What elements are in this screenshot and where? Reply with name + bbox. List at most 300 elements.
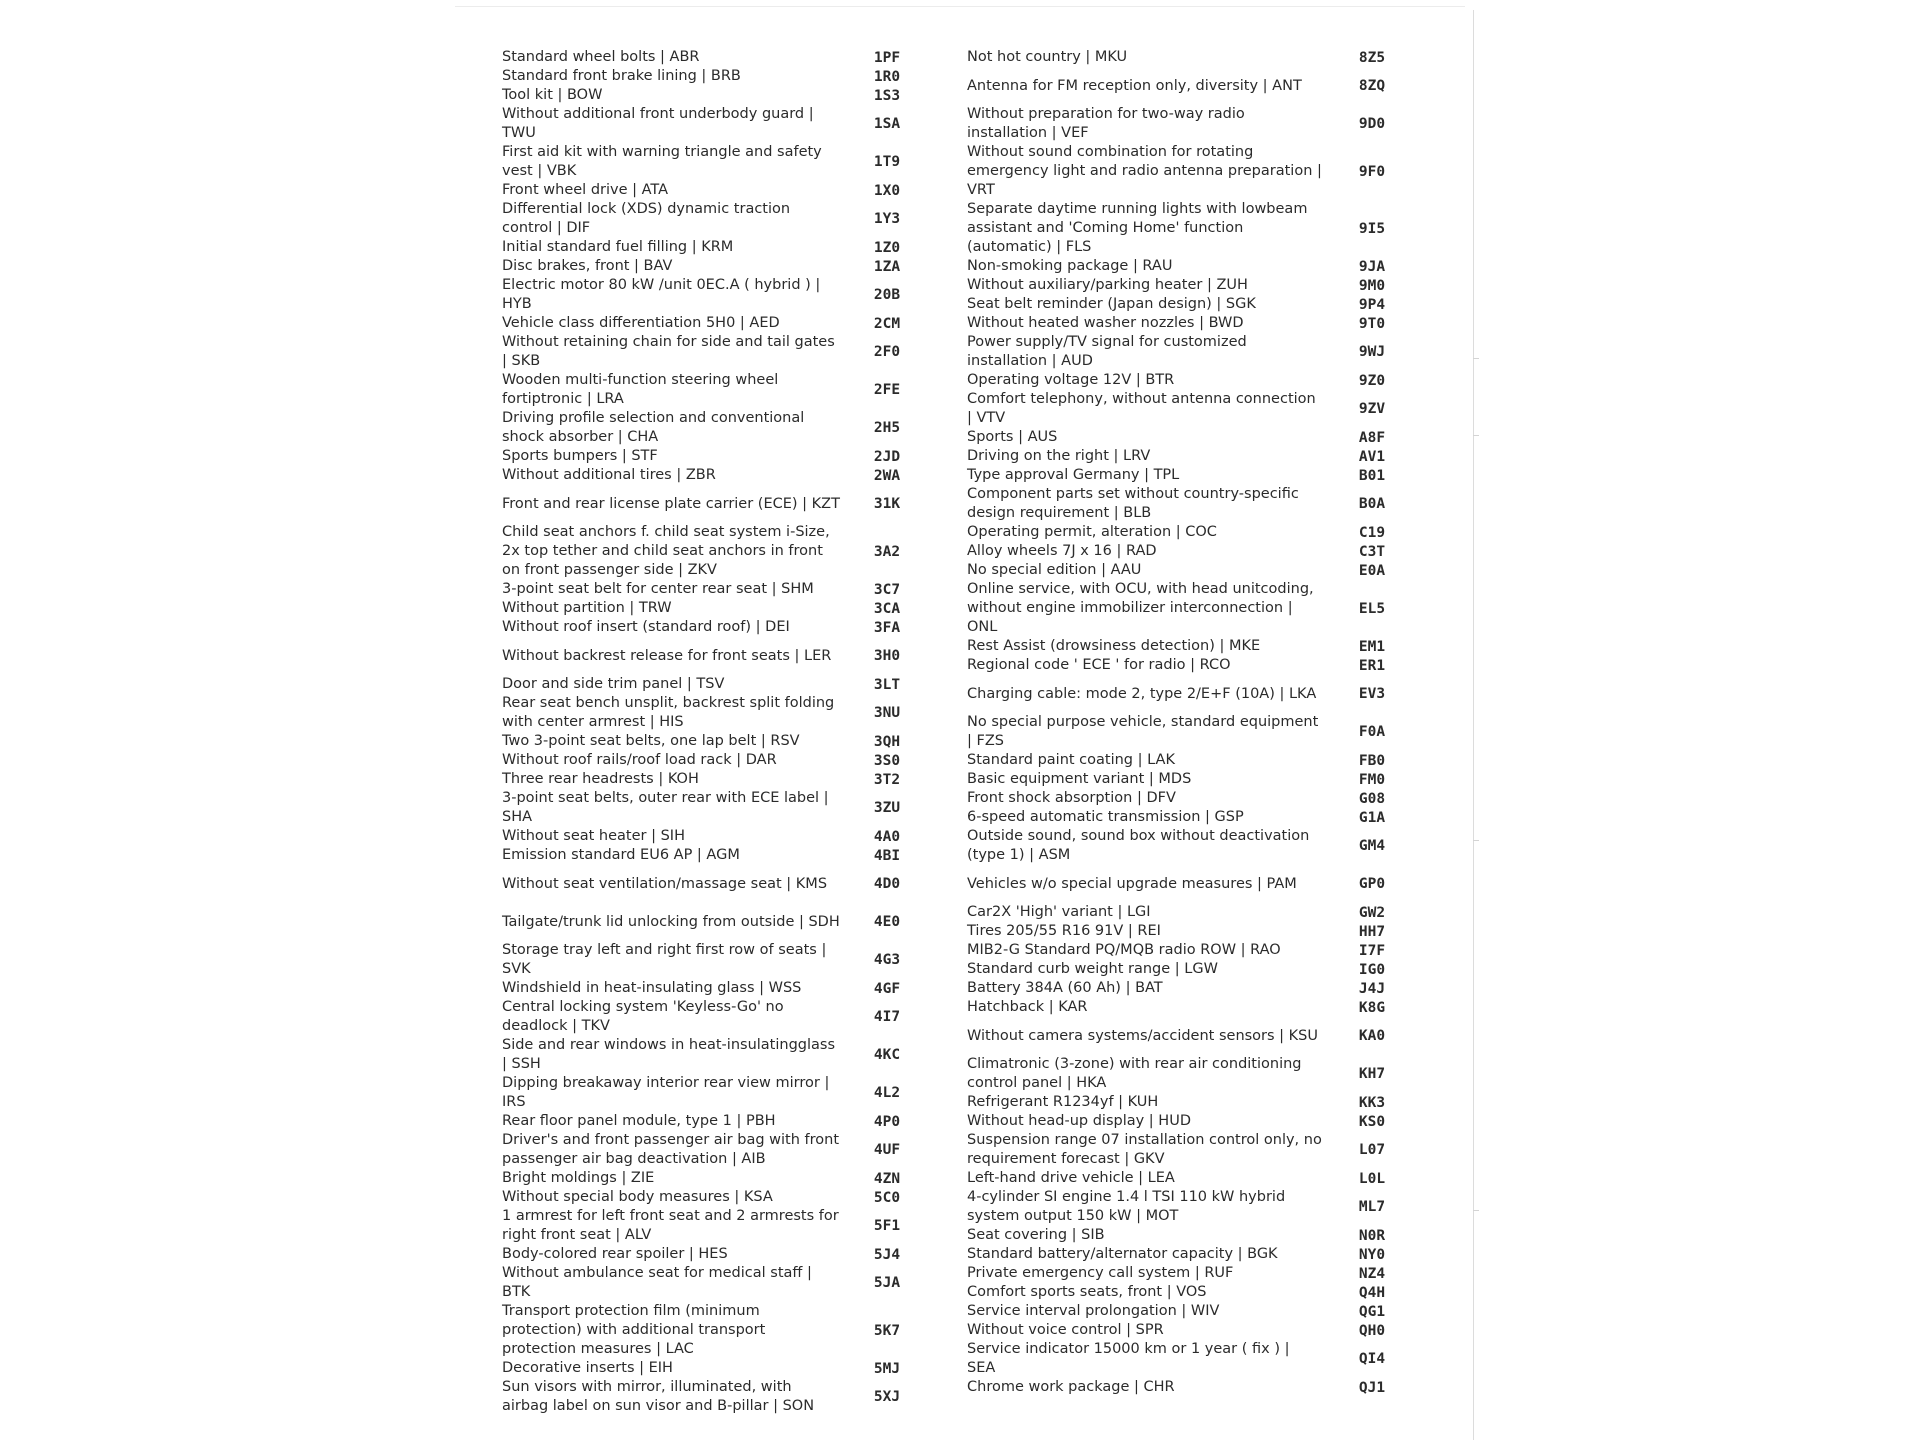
equipment-row <box>502 865 932 903</box>
equipment-code: EM1 <box>1358 638 1386 655</box>
equipment-code: GM4 <box>1358 838 1386 854</box>
equipment-code: QG1 <box>1358 1303 1386 1320</box>
equipment-row <box>502 257 932 276</box>
edge-tick <box>1473 358 1479 359</box>
equipment-description: Without special body measures | KSA <box>502 1189 773 1205</box>
equipment-row <box>932 580 1422 637</box>
equipment-row <box>502 599 932 618</box>
equipment-code: 4P0 <box>873 1113 901 1130</box>
equipment-description: Alloy wheels 7J x 16 | RAD <box>967 543 1157 559</box>
equipment-code: 20B <box>873 287 901 303</box>
equipment-code: 5F1 <box>873 1218 901 1234</box>
equipment-description: Charging cable: mode 2, type 2/E+F (10A) | LKA <box>967 685 1317 702</box>
equipment-row <box>932 1321 1422 1340</box>
equipment-row <box>502 1036 932 1074</box>
equipment-row <box>932 561 1422 580</box>
equipment-description: Online service, with OCU, with head unitcoding, without engine immobilizer interconnection | ONL <box>967 581 1314 635</box>
equipment-row <box>932 1302 1422 1321</box>
equipment-description: Wooden multi-function steering wheel fortiptronic | LRA <box>502 372 779 407</box>
equipment-code: KH7 <box>1358 1066 1386 1082</box>
equipment-description: Sun visors with mirror, illuminated, with airbag label on sun visor and B-pillar | SON <box>502 1379 815 1414</box>
equipment-description: Service interval prolongation | WIV <box>967 1303 1220 1319</box>
equipment-description: Without retaining chain for side and tail gates | SKB <box>502 334 835 369</box>
equipment-row <box>932 523 1422 542</box>
equipment-row <box>932 1245 1422 1264</box>
equipment-code: GW2 <box>1358 904 1386 921</box>
equipment-code: 9T0 <box>1358 315 1386 332</box>
equipment-code: 1ZA <box>873 258 901 275</box>
equipment-row <box>932 751 1422 770</box>
equipment-description: Outside sound, sound box without deactivation (type 1) | ASM <box>967 828 1310 863</box>
equipment-description: Driving on the right | LRV <box>967 448 1151 464</box>
equipment-row <box>502 86 932 105</box>
equipment-code: 2F0 <box>873 344 901 360</box>
equipment-code: 3T2 <box>873 771 901 788</box>
equipment-code: 8ZQ <box>1358 78 1386 94</box>
equipment-description: Tailgate/trunk lid unlocking from outside | SDH <box>502 913 840 930</box>
equipment-row <box>932 770 1422 789</box>
equipment-description: Storage tray left and right first row of seats | SVK <box>502 942 827 977</box>
equipment-code: 9M0 <box>1358 277 1386 294</box>
equipment-code: 3A2 <box>873 543 901 560</box>
equipment-row <box>932 960 1422 979</box>
equipment-row <box>932 998 1422 1017</box>
equipment-row <box>502 67 932 86</box>
equipment-code: NY0 <box>1358 1246 1386 1263</box>
equipment-code: 3FA <box>873 619 901 636</box>
equipment-description: Service indicator 15000 km or 1 year ( fix ) | SEA <box>967 1341 1290 1376</box>
equipment-code: FM0 <box>1358 771 1386 788</box>
equipment-description: First aid kit with warning triangle and safety vest | VBK <box>502 144 822 179</box>
equipment-row <box>932 428 1422 447</box>
equipment-row <box>502 485 932 523</box>
equipment-row <box>502 48 932 67</box>
equipment-row <box>932 979 1422 998</box>
equipment-code: 5K7 <box>873 1322 901 1339</box>
equipment-code: QI4 <box>1358 1351 1386 1367</box>
equipment-code: 4A0 <box>873 828 901 845</box>
equipment-description: Child seat anchors f. child seat system i-Size, 2x top tether and child seat anchors in front on front passenger side | ZKV <box>502 524 830 578</box>
equipment-code: 3QH <box>873 733 901 750</box>
equipment-description: 4-cylinder SI engine 1.4 l TSI 110 kW hybrid system output 150 kW | MOT <box>967 1189 1286 1224</box>
equipment-description: Body-colored rear spoiler | HES <box>502 1246 728 1262</box>
equipment-code: 9JA <box>1358 258 1386 275</box>
equipment-row <box>502 770 932 789</box>
equipment-code: 1PF <box>873 49 901 66</box>
equipment-description: Without roof rails/roof load rack | DAR <box>502 752 777 768</box>
equipment-description: Without head-up display | HUD <box>967 1113 1191 1129</box>
equipment-row <box>502 276 932 314</box>
equipment-code: 2JD <box>873 448 901 465</box>
equipment-row <box>932 865 1422 903</box>
equipment-description: Sports bumpers | STF <box>502 448 658 464</box>
equipment-description: Standard front brake lining | BRB <box>502 68 741 84</box>
equipment-code: 4GF <box>873 980 901 997</box>
equipment-description: Standard wheel bolts | ABR <box>502 49 700 65</box>
equipment-description: Central locking system 'Keyless-Go' no deadlock | TKV <box>502 999 784 1034</box>
equipment-code: 3C7 <box>873 581 901 598</box>
equipment-row <box>932 1017 1422 1055</box>
equipment-row <box>502 1131 932 1169</box>
equipment-code: 9Z0 <box>1358 372 1386 389</box>
equipment-row <box>502 789 932 827</box>
equipment-row <box>932 466 1422 485</box>
equipment-description: Without ambulance seat for medical staff | BTK <box>502 1265 812 1300</box>
equipment-description: Standard curb weight range | LGW <box>967 961 1218 977</box>
equipment-description: No special edition | AAU <box>967 562 1142 578</box>
equipment-row <box>932 485 1422 523</box>
equipment-row <box>502 238 932 257</box>
equipment-row <box>932 257 1422 276</box>
equipment-description: Type approval Germany | TPL <box>967 467 1180 483</box>
equipment-description: Comfort sports seats, front | VOS <box>967 1284 1207 1300</box>
equipment-code: 4UF <box>873 1142 901 1158</box>
equipment-description: Component parts set without country-specific design requirement | BLB <box>967 486 1299 521</box>
equipment-description: Without auxiliary/parking heater | ZUH <box>967 277 1248 293</box>
equipment-description: Refrigerant R1234yf | KUH <box>967 1094 1159 1110</box>
equipment-code: K8G <box>1358 999 1386 1016</box>
equipment-description: Chrome work package | CHR <box>967 1379 1175 1395</box>
equipment-description: Antenna for FM reception only, diversity | ANT <box>967 77 1302 94</box>
equipment-row <box>932 48 1422 67</box>
equipment-description: Standard paint coating | LAK <box>967 752 1175 768</box>
equipment-row <box>502 466 932 485</box>
equipment-row <box>932 542 1422 561</box>
equipment-row <box>932 295 1422 314</box>
equipment-code: QH0 <box>1358 1322 1386 1339</box>
equipment-description: Without roof insert (standard roof) | DEI <box>502 619 790 635</box>
equipment-code: 4L2 <box>873 1085 901 1101</box>
equipment-code: 4ZN <box>873 1170 901 1187</box>
equipment-row <box>502 903 932 941</box>
edge-tick <box>1473 840 1479 841</box>
equipment-code: EV3 <box>1358 686 1386 702</box>
equipment-description: Initial standard fuel filling | KRM <box>502 239 734 255</box>
equipment-description: Without voice control | SPR <box>967 1322 1164 1338</box>
equipment-code: B0A <box>1358 496 1386 512</box>
equipment-code: 1X0 <box>873 182 901 199</box>
equipment-code: 3ZU <box>873 800 901 816</box>
equipment-row <box>932 314 1422 333</box>
equipment-description: Without backrest release for front seats | LER <box>502 647 832 664</box>
equipment-row <box>502 1302 932 1359</box>
equipment-row <box>502 618 932 637</box>
equipment-description: Without partition | TRW <box>502 600 672 616</box>
equipment-description: Without seat heater | SIH <box>502 828 685 844</box>
equipment-row <box>502 1359 932 1378</box>
equipment-description: Operating permit, alteration | COC <box>967 524 1217 540</box>
equipment-row <box>502 1207 932 1245</box>
equipment-description: Suspension range 07 installation control only, no requirement forecast | GKV <box>967 1132 1322 1167</box>
equipment-row <box>502 580 932 599</box>
equipment-row <box>932 941 1422 960</box>
equipment-code: 1S3 <box>873 87 901 104</box>
equipment-description: Windshield in heat-insulating glass | WSS <box>502 980 802 996</box>
equipment-row <box>502 1074 932 1112</box>
equipment-description: Left-hand drive vehicle | LEA <box>967 1170 1175 1186</box>
equipment-row <box>932 1131 1422 1169</box>
equipment-description: 3-point seat belts, outer rear with ECE label | SHA <box>502 790 829 825</box>
equipment-code: L07 <box>1358 1142 1386 1158</box>
equipment-row <box>932 1055 1422 1093</box>
equipment-description: Door and side trim panel | TSV <box>502 676 725 692</box>
equipment-description: Rear seat bench unsplit, backrest split folding with center armrest | HIS <box>502 695 835 730</box>
equipment-code: 4D0 <box>873 876 901 892</box>
equipment-description: Private emergency call system | RUF <box>967 1265 1234 1281</box>
equipment-row <box>502 333 932 371</box>
equipment-row <box>932 1340 1422 1378</box>
equipment-row <box>502 979 932 998</box>
equipment-description: Three rear headrests | KOH <box>502 771 699 787</box>
equipment-row <box>502 1378 932 1416</box>
equipment-row <box>932 656 1422 675</box>
equipment-row <box>502 314 932 333</box>
equipment-description: Rear floor panel module, type 1 | PBH <box>502 1113 776 1129</box>
equipment-code: J4J <box>1358 980 1386 997</box>
equipment-description: Without additional tires | ZBR <box>502 467 716 483</box>
equipment-code: 9ZV <box>1358 401 1386 417</box>
equipment-code: 9F0 <box>1358 163 1386 180</box>
equipment-description: Dipping breakaway interior rear view mirror | IRS <box>502 1075 830 1110</box>
equipment-row <box>502 827 932 846</box>
equipment-code: 1R0 <box>873 68 901 85</box>
equipment-code: KA0 <box>1358 1028 1386 1044</box>
equipment-description: Non-smoking package | RAU <box>967 258 1173 274</box>
equipment-row <box>932 276 1422 295</box>
equipment-code: 9WJ <box>1358 344 1386 360</box>
equipment-description: Decorative inserts | EIH <box>502 1360 673 1376</box>
equipment-description: Differential lock (XDS) dynamic traction control | DIF <box>502 201 791 236</box>
equipment-description: Climatronic (3-zone) with rear air conditioning control panel | HKA <box>967 1056 1302 1091</box>
equipment-row <box>502 637 932 675</box>
equipment-code: 31K <box>873 496 901 512</box>
equipment-column-right <box>932 48 1422 1416</box>
equipment-description: Basic equipment variant | MDS <box>967 771 1192 787</box>
equipment-description: Driver's and front passenger air bag with front passenger air bag deactivation | AIB <box>502 1132 840 1167</box>
equipment-code: B01 <box>1358 467 1386 484</box>
equipment-code: A8F <box>1358 429 1386 446</box>
equipment-description: Front shock absorption | DFV <box>967 790 1176 806</box>
equipment-row <box>932 390 1422 428</box>
equipment-code: 4I7 <box>873 1009 901 1025</box>
equipment-row <box>932 200 1422 257</box>
equipment-row <box>932 67 1422 105</box>
equipment-row <box>932 371 1422 390</box>
equipment-description: Transport protection film (minimum protection) with additional transport protection measures | LAC <box>502 1303 766 1357</box>
equipment-description: Power supply/TV signal for customized installation | AUD <box>967 334 1247 369</box>
equipment-description: Side and rear windows in heat-insulatingglass | SSH <box>502 1037 836 1072</box>
equipment-code: C3T <box>1358 543 1386 560</box>
equipment-description: Without preparation for two-way radio installation | VEF <box>967 106 1245 141</box>
equipment-description: Standard battery/alternator capacity | BGK <box>967 1246 1278 1262</box>
equipment-description: Not hot country | MKU <box>967 49 1128 65</box>
equipment-code: 3NU <box>873 705 901 721</box>
equipment-row <box>932 1112 1422 1131</box>
equipment-row <box>932 808 1422 827</box>
equipment-row <box>932 105 1422 143</box>
equipment-row <box>502 694 932 732</box>
equipment-code: HH7 <box>1358 923 1386 940</box>
equipment-row <box>932 1188 1422 1226</box>
equipment-description: MIB2-G Standard PQ/MQB radio ROW | RAO <box>967 942 1281 958</box>
equipment-description: Seat covering | SIB <box>967 1227 1105 1243</box>
equipment-code: AV1 <box>1358 448 1386 465</box>
equipment-description: Regional code ' ECE ' for radio | RCO <box>967 657 1231 673</box>
equipment-row <box>932 1226 1422 1245</box>
equipment-description: 6-speed automatic transmission | GSP <box>967 809 1244 825</box>
equipment-row <box>502 1112 932 1131</box>
equipment-row <box>932 333 1422 371</box>
equipment-code: 3S0 <box>873 752 901 769</box>
equipment-code: 5MJ <box>873 1360 901 1377</box>
equipment-code: 1SA <box>873 116 901 132</box>
equipment-code: 9P4 <box>1358 296 1386 313</box>
edge-tick <box>1473 435 1479 436</box>
equipment-code: 2WA <box>873 467 901 484</box>
equipment-row <box>932 447 1422 466</box>
equipment-code: EL5 <box>1358 600 1386 617</box>
equipment-description: Operating voltage 12V | BTR <box>967 372 1175 388</box>
equipment-row <box>502 409 932 447</box>
equipment-code: 1T9 <box>873 154 901 170</box>
equipment-code: I7F <box>1358 942 1386 959</box>
equipment-code: L0L <box>1358 1170 1386 1187</box>
page-edge-rule <box>1473 10 1474 1440</box>
equipment-code: 2CM <box>873 315 901 332</box>
equipment-code: 4KC <box>873 1047 901 1063</box>
equipment-code: 9I5 <box>1358 220 1386 237</box>
equipment-row <box>932 1283 1422 1302</box>
equipment-description: Disc brakes, front | BAV <box>502 258 673 274</box>
equipment-row <box>932 827 1422 865</box>
equipment-row <box>502 732 932 751</box>
equipment-row <box>932 675 1422 713</box>
edge-tick <box>1473 1210 1479 1211</box>
equipment-code: IG0 <box>1358 961 1386 978</box>
equipment-description: Rest Assist (drowsiness detection) | MKE <box>967 638 1261 654</box>
equipment-code: 2FE <box>873 382 901 398</box>
equipment-row <box>502 143 932 181</box>
equipment-code: 5JA <box>873 1275 901 1291</box>
equipment-description: Sports | AUS <box>967 429 1058 445</box>
equipment-row <box>502 846 932 865</box>
equipment-row <box>932 1093 1422 1112</box>
equipment-description: Bright moldings | ZIE <box>502 1170 655 1186</box>
equipment-code: G08 <box>1358 790 1386 807</box>
equipment-description: Without seat ventilation/massage seat | KMS <box>502 875 828 892</box>
equipment-row <box>932 143 1422 200</box>
equipment-row <box>502 105 932 143</box>
equipment-code: 1Z0 <box>873 239 901 256</box>
equipment-code: GP0 <box>1358 876 1386 892</box>
equipment-code: 5XJ <box>873 1389 901 1405</box>
equipment-code: 3LT <box>873 676 901 693</box>
equipment-description: No special purpose vehicle, standard equipment | FZS <box>967 714 1319 749</box>
equipment-description: 1 armrest for left front seat and 2 armrests for right front seat | ALV <box>502 1208 839 1243</box>
equipment-row <box>932 1378 1422 1397</box>
equipment-description: Comfort telephony, without antenna connection | VTV <box>967 391 1316 426</box>
equipment-description: Without additional front underbody guard | TWU <box>502 106 814 141</box>
equipment-description: Driving profile selection and conventional shock absorber | CHA <box>502 410 805 445</box>
equipment-code: KS0 <box>1358 1113 1386 1130</box>
equipment-code: 3CA <box>873 600 901 617</box>
equipment-row <box>932 637 1422 656</box>
equipment-code: QJ1 <box>1358 1379 1386 1396</box>
equipment-description: Car2X 'High' variant | LGI <box>967 904 1151 920</box>
equipment-code: 5C0 <box>873 1189 901 1206</box>
equipment-row <box>502 1264 932 1302</box>
equipment-description: Two 3-point seat belts, one lap belt | RSV <box>502 733 800 749</box>
equipment-code: E0A <box>1358 562 1386 579</box>
equipment-row <box>502 998 932 1036</box>
equipment-description: Seat belt reminder (Japan design) | SGK <box>967 296 1256 312</box>
equipment-code-list <box>502 48 1422 1416</box>
page-top-rule <box>455 6 1465 7</box>
equipment-row <box>502 181 932 200</box>
equipment-code: F0A <box>1358 724 1386 740</box>
equipment-description: Hatchback | KAR <box>967 999 1088 1015</box>
equipment-code: 4G3 <box>873 952 901 968</box>
equipment-code: 4BI <box>873 847 901 864</box>
equipment-code: ER1 <box>1358 657 1386 674</box>
equipment-code: 3H0 <box>873 648 901 664</box>
equipment-row <box>502 751 932 770</box>
equipment-code: ML7 <box>1358 1199 1386 1215</box>
equipment-row <box>502 447 932 466</box>
equipment-row <box>932 1169 1422 1188</box>
equipment-description: Front and rear license plate carrier (ECE) | KZT <box>502 495 840 512</box>
equipment-description: Vehicles w/o special upgrade measures | PAM <box>967 875 1297 892</box>
equipment-row <box>502 675 932 694</box>
equipment-row <box>932 922 1422 941</box>
equipment-code: N0R <box>1358 1227 1386 1244</box>
equipment-code: 5J4 <box>873 1246 901 1263</box>
equipment-code: 4E0 <box>873 914 901 930</box>
equipment-code: 8Z5 <box>1358 49 1386 66</box>
equipment-code: KK3 <box>1358 1094 1386 1111</box>
equipment-row <box>932 1264 1422 1283</box>
equipment-description: Separate daytime running lights with lowbeam assistant and 'Coming Home' function (automatic) | FLS <box>967 201 1308 255</box>
equipment-code: FB0 <box>1358 752 1386 769</box>
equipment-code: G1A <box>1358 809 1386 826</box>
equipment-code: NZ4 <box>1358 1265 1386 1282</box>
equipment-description: Electric motor 80 kW /unit 0EC.A ( hybrid ) | HYB <box>502 277 821 312</box>
equipment-code: Q4H <box>1358 1284 1386 1301</box>
equipment-column-left <box>502 48 932 1416</box>
equipment-row <box>502 523 932 580</box>
equipment-row <box>502 200 932 238</box>
equipment-description: Without camera systems/accident sensors | KSU <box>967 1027 1319 1044</box>
equipment-code: 2H5 <box>873 420 901 436</box>
equipment-description: Vehicle class differentiation 5H0 | AED <box>502 315 780 331</box>
equipment-description: Without heated washer nozzles | BWD <box>967 315 1244 331</box>
equipment-description: Battery 384A (60 Ah) | BAT <box>967 980 1163 996</box>
equipment-description: Front wheel drive | ATA <box>502 182 669 198</box>
equipment-row <box>502 1169 932 1188</box>
equipment-row <box>502 371 932 409</box>
equipment-code: C19 <box>1358 524 1386 541</box>
equipment-row <box>502 1188 932 1207</box>
equipment-row <box>502 941 932 979</box>
equipment-row <box>932 903 1422 922</box>
equipment-description: Without sound combination for rotating emergency light and radio antenna preparation | VRT <box>967 144 1322 198</box>
equipment-code: 9D0 <box>1358 116 1386 132</box>
equipment-description: Emission standard EU6 AP | AGM <box>502 847 740 863</box>
equipment-description: Tool kit | BOW <box>502 87 603 103</box>
equipment-description: Tires 205/55 R16 91V | REI <box>967 923 1161 939</box>
equipment-row <box>932 713 1422 751</box>
equipment-row <box>502 1245 932 1264</box>
